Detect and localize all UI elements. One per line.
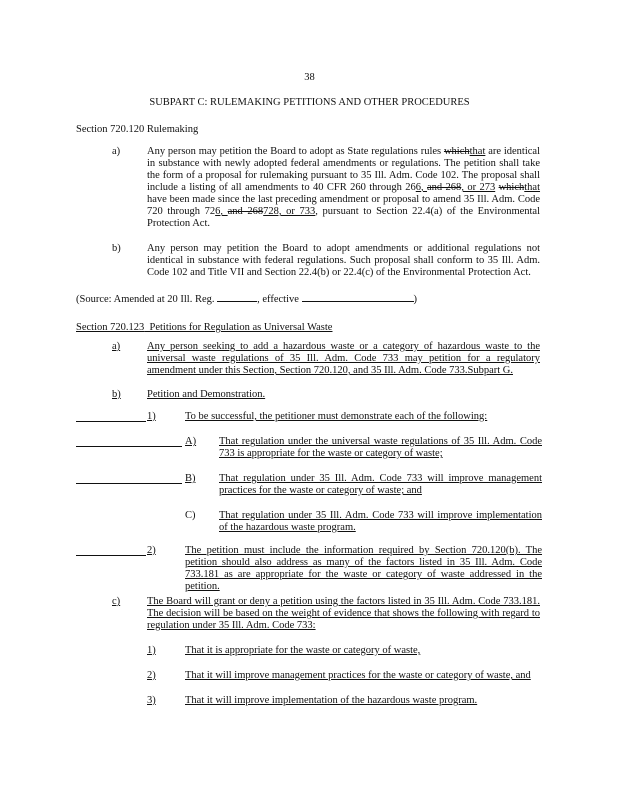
- s123-c3-label: 3): [147, 695, 156, 706]
- s120-b-label: b): [112, 243, 121, 254]
- s120-b-text: Any person may petition the Board to adopt amendments or additional regulations not identical in substance with federal regulations. Such proposal shall conform to 35 Ill. Adm. Code 102 and Title VII and Section 22.4(b) or 22.4(c) of the Environmental Protection Act.: [147, 243, 540, 278]
- indent-rule: [76, 483, 182, 484]
- s123-c1-label: 1): [147, 645, 156, 656]
- s120-a-text: Any person may petition the Board to adopt as State regulations rules whichthat are identical in substance with newly adopted federal amendments or regulations. The petition shall take the form of a proposal for rulemaking pursuant to 35 Ill. Adm. Code 102. The proposal shall include a listing of all amendments to 40 CFR 260 through 266, and 268, or 273 whichthat have been made since the last preceding amendment or proposal to amend 35 Ill. Adm. Code 720 through 726, and 268728, or 733, pursuant to Section 22.4(a) of the Environmental Protection Act.: [147, 146, 541, 229]
- struck-text: and 268: [427, 182, 462, 193]
- reg-blank: [217, 292, 257, 302]
- s123-b1a-text: That regulation under the universal waste regulations of 35 Ill. Adm. Code 733 is appropriate for the waste or category of waste;: [219, 436, 542, 459]
- inserted-text: that: [469, 146, 486, 157]
- s123-c3-text: That it will improve implementation of the hazardous waste program.: [185, 695, 478, 706]
- s120-a-label: a): [112, 146, 121, 157]
- s123-a-label: a): [112, 341, 121, 352]
- s123-b1a-label: A): [185, 436, 197, 447]
- inserted-text: 6: [215, 206, 221, 217]
- s123-c2-text: That it will improve management practices for the waste or category of waste, and: [185, 670, 531, 681]
- struck-text: which: [498, 182, 525, 193]
- source-note: (Source: Amended at 20 Ill. Reg. , effective ): [76, 294, 418, 305]
- s123-c1-text: That it is appropriate for the waste or category of waste,: [185, 645, 421, 656]
- effective-blank: [302, 292, 414, 302]
- indent-rule: [76, 555, 146, 556]
- s123-a-text: Any person seeking to add a hazardous waste or a category of hazardous waste to the universal waste regulations of 35 Ill. Adm. Code 733 may petition for a regulatory amendment under this Section, Section 720.120, and 35 Ill. Adm. Code 733.Subpart G.: [147, 341, 540, 376]
- s123-b1c-label: C): [185, 510, 196, 521]
- page-number: 38: [304, 72, 315, 83]
- struck-text: and 268: [227, 206, 264, 217]
- indent-rule: [76, 446, 182, 447]
- subpart-heading: SUBPART C: RULEMAKING PETITIONS AND OTHER PROCEDURES: [149, 97, 470, 108]
- s123-b1b-text: That regulation under 35 Ill. Adm. Code 733 will improve management practices for the waste or category of waste; and: [219, 473, 542, 496]
- inserted-text: 6: [415, 182, 421, 193]
- s123-b-label: b): [112, 389, 121, 400]
- s123-b1-label: 1): [147, 411, 156, 422]
- section-720-123-heading: Section 720.123 Petitions for Regulation as Universal Waste: [76, 322, 333, 333]
- struck-text: which: [443, 146, 470, 157]
- s123-b1-text: To be successful, the petitioner must demonstrate each of the following:: [185, 411, 488, 422]
- s123-c-text: The Board will grant or deny a petition using the factors listed in 35 Ill. Adm. Code 733.181. The decision will be based on the weight of evidence that shows the following with regard to regulation under 35 Ill. Adm. Code 733:: [147, 596, 540, 631]
- section-720-120-heading: Section 720.120 Rulemaking: [76, 124, 199, 135]
- s123-b1c-text: That regulation under 35 Ill. Adm. Code 733 will improve implementation of the hazardous waste program.: [219, 510, 542, 533]
- s123-b2-label: 2): [147, 545, 156, 556]
- s123-b2-text: The petition must include the information required by Section 720.120(b). The petition should also address as many of the factors listed in 35 Ill. Adm. Code 733.181 as are appropriate for the waste or category of waste addressed in the petition.: [185, 545, 542, 592]
- inserted-text: ,: [421, 182, 428, 193]
- inserted-text: that: [524, 182, 541, 193]
- inserted-text: ,: [220, 206, 228, 217]
- indent-rule: [76, 421, 146, 422]
- s123-c2-label: 2): [147, 670, 156, 681]
- s123-c-label: c): [112, 596, 121, 607]
- inserted-text: 728, or 733: [263, 206, 316, 217]
- inserted-text: , or 273: [461, 182, 496, 193]
- s123-b-text: Petition and Demonstration.: [147, 389, 266, 400]
- s123-b1b-label: B): [185, 473, 196, 484]
